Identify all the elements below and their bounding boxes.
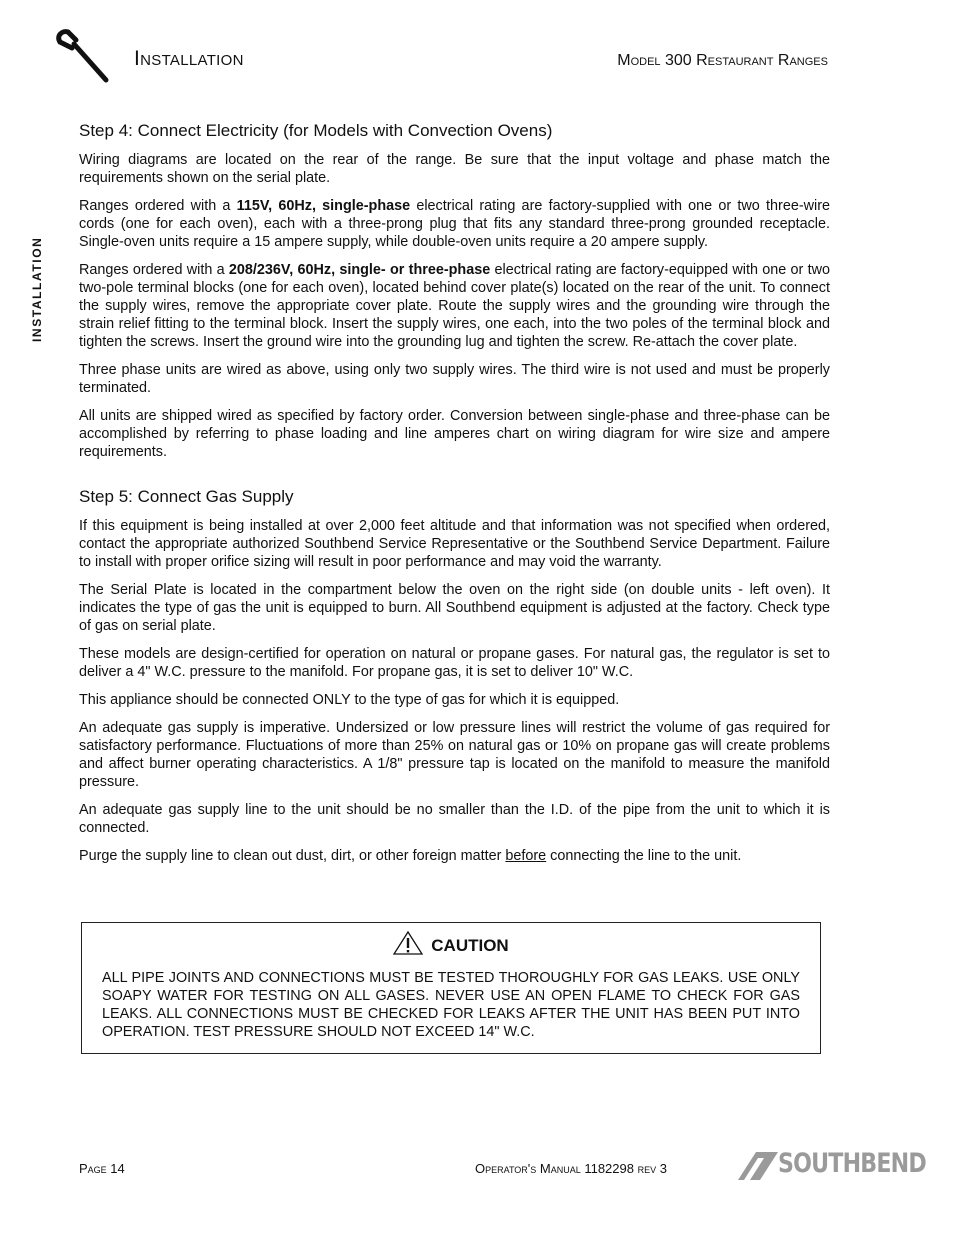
step5-paragraph-7 bbox=[79, 847, 830, 865]
step4-paragraph-1: Wiring diagrams are located on the rear of the range. Be sure that the input voltage and phase match the requirements shown on the serial plate. bbox=[79, 152, 830, 186]
step5-paragraph-4: This appliance should be connected ONLY to the type of gas for which it is equipped. bbox=[79, 692, 620, 708]
step4-paragraph-3 bbox=[79, 261, 830, 351]
caution-text: ALL PIPE JOINTS AND CONNECTIONS MUST BE TESTED THOROUGHLY FOR GAS LEAKS. USE ONLY SOAPY WATER FOR TESTING ON ALL GASES. NEVER USE AN OPEN FLAME TO CHECK FOR GAS LEAKS. ALL CONNECTIONS MUST BE CHECKED FOR LEAKS AFTER THE UNIT HAS BEEN PUT INTO OPERATION. TEST PRESSURE SHOULD NOT EXCEED 14" W.C. bbox=[102, 970, 800, 1040]
text-run: Purge the supply line to clean out dust, dirt, or other foreign matter bbox=[79, 848, 506, 864]
text-run: connecting the line to the unit. bbox=[546, 848, 742, 864]
logo-wordmark: SOUTHBEND bbox=[778, 1148, 926, 1179]
caution-box bbox=[81, 922, 821, 1054]
step5-paragraph-6: An adequate gas supply line to the unit should be no smaller than the I.D. of the pipe from the unit to which it is connected. bbox=[79, 802, 830, 836]
bold-rating: 208/236V, 60Hz, single- or three-phase bbox=[228, 262, 491, 278]
step5-paragraph-3: These models are design-certified for operation on natural or propane gases. For natural gas, the regulator is set to deliver a 4" W.C. pressure to the manifold. For propane gas, it is set to deliver 10" W.C. bbox=[79, 646, 830, 680]
step4-paragraph-5: All units are shipped wired as specified by factory order. Conversion between single-phase and three-phase can be accomplished by referring to phase loading and line amperes chart on wiring diagram for wire size and ampere requirements. bbox=[79, 408, 830, 460]
wrench-icon bbox=[50, 26, 116, 86]
bold-rating: 115V, 60Hz, single-phase bbox=[236, 198, 411, 214]
text-run: Ranges ordered with a bbox=[79, 262, 229, 278]
caution-header bbox=[82, 931, 820, 956]
text-run: Ranges ordered with a bbox=[79, 198, 237, 214]
step4-heading: Step 4: Connect Electricity (for Models with Convection Ovens) bbox=[79, 121, 553, 140]
underlined-word: before bbox=[505, 848, 547, 864]
page-number: Page 14 bbox=[79, 1161, 125, 1176]
manual-reference: Operator's Manual 1182298 rev 3 bbox=[475, 1161, 667, 1176]
step5-paragraph-1: If this equipment is being installed at over 2,000 feet altitude and that information was not specified when ordered, contact the appropriate authorized Southbend Service Representative or the Southbend Service Department. Failure to install with proper orifice sizing will result in poor performance and may void the warranty. bbox=[79, 518, 830, 570]
warning-triangle-icon bbox=[393, 931, 423, 955]
text-run: electrical rating are factory-equipped with one or two two-pole terminal blocks (one for each oven), located behind cover plate(s) located on the rear of the unit. To connect the supply wires, remove the appropriate cover plate. Route the supply wires and the grounding wire through the strain relief fitting to the terminal block. Insert the supply wires, one each, into the two poles of the terminal block and tighten the screws. Insert the ground wire into the grounding lug and tighten the screw. Re-attach the cover plate. bbox=[79, 262, 830, 350]
step5-paragraph-5: An adequate gas supply is imperative. Undersized or low pressure lines will restrict the volume of gas required for satisfactory performance. Fluctuations of more than 25% on natural gas or 10% on propane gas will create problems and affect burner operating characteristics. A 1/8" pressure tap is located on the manifold to measure the manifold pressure. bbox=[79, 720, 830, 790]
step5-paragraph-2: The Serial Plate is located in the compartment below the oven on the right side (on double units - left oven). It indicates the type of gas the unit is equipped to burn. All Southbend equipment is adjusted at the factory. Check type of gas on serial plate. bbox=[79, 582, 830, 634]
caution-title: CAUTION bbox=[431, 936, 509, 955]
step4-paragraph-4: Three phase units are wired as above, using only two supply wires. The third wire is not used and must be properly terminated. bbox=[79, 362, 830, 396]
step5-heading: Step 5: Connect Gas Supply bbox=[79, 487, 294, 506]
model-title: Model 300 Restaurant Ranges bbox=[617, 52, 828, 69]
text-run: electrical rating are factory-supplied with one or two three-wire cords (one for each oven), each with a three-prong plug that fits any standard three-prong grounded receptacle. Single-oven units require a 15 ampere supply, while double-oven units require a 20 ampere supply. bbox=[79, 198, 830, 250]
main-content bbox=[79, 118, 830, 875]
step4-paragraph-2 bbox=[79, 197, 830, 251]
side-tab-label: INSTALLATION bbox=[30, 236, 44, 342]
section-title: Installation bbox=[134, 47, 244, 70]
